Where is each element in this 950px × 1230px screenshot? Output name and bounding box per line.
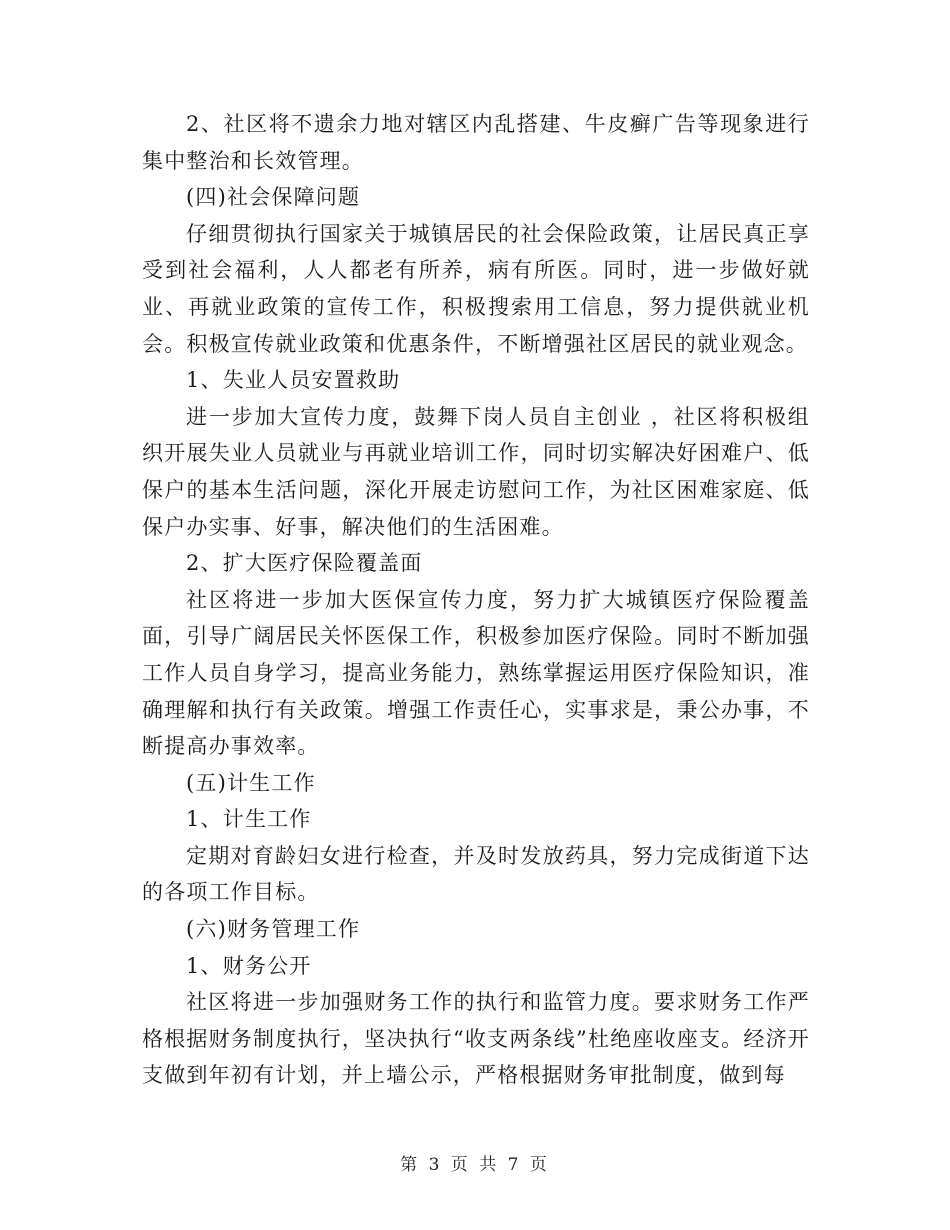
page-number-footer: 第 3 页 共 7 页: [400, 1155, 550, 1175]
section-heading-6: (六)财务管理工作: [186, 917, 361, 942]
paragraph-1: 2、社区将不遗余力地对辖区内乱搭建、牛皮癣广告等现象进行集中整治和长效管理。: [142, 112, 810, 173]
section-heading-5: (五)计生工作: [186, 770, 316, 795]
subheading-family-planning: 1、计生工作: [186, 807, 312, 832]
paragraph-2: 仔细贯彻执行国家关于城镇居民的社会保险政策，让居民真正享受到社会福利，人人都老有所养，病有所医。同时，进一步做好就业、再就业政策的宣传工作，积极搜索用工信息，努力提供就业机会。积极宣传就业政策和优惠条件，不断增强社区居民的就业观念。: [142, 221, 810, 356]
paragraph-5: 定期对育龄妇女进行检查，并及时发放药具，努力完成街道下达的各项工作目标。: [142, 843, 810, 905]
subheading-financial-disclosure: 1、财务公开: [186, 953, 312, 978]
subheading-unemployment: 1、失业人员安置救助: [186, 368, 401, 393]
paragraph-4: 社区将进一步加大医保宣传力度，努力扩大城镇医疗保险覆盖面，引导广阔居民关怀医保工作，积极参加医疗保险。同时不断加强工作人员自身学习，提高业务能力，熟练掌握运用医疗保险知识，准确理解和执行有关政策。增强工作责任心，实事求是，秉公办事，不断提高办事效率。: [142, 587, 810, 759]
paragraph-3: 进一步加大宣传力度，鼓舞下岗人员自主创业 ，社区将积极组织开展失业人员就业与再就业培训工作，同时切实解决好困难户、低保户的基本生活问题，深化开展走访慰问工作，为社区困难家庭、低保户办实事、好事，解决他们的生活困难。: [142, 404, 810, 539]
document-body: [142, 106, 810, 1094]
subheading-medical-insurance: 2、扩大医疗保险覆盖面: [186, 551, 423, 576]
paragraph-6: 社区将进一步加强财务工作的执行和监管力度。要求财务工作严格根据财务制度执行，坚决执行“收支两条线”杜绝座收座支。经济开支做到年初有计划，并上墙公示，严格根据财务审批制度，做到每: [142, 990, 810, 1088]
section-heading-4: (四)社会保障问题: [186, 185, 361, 210]
